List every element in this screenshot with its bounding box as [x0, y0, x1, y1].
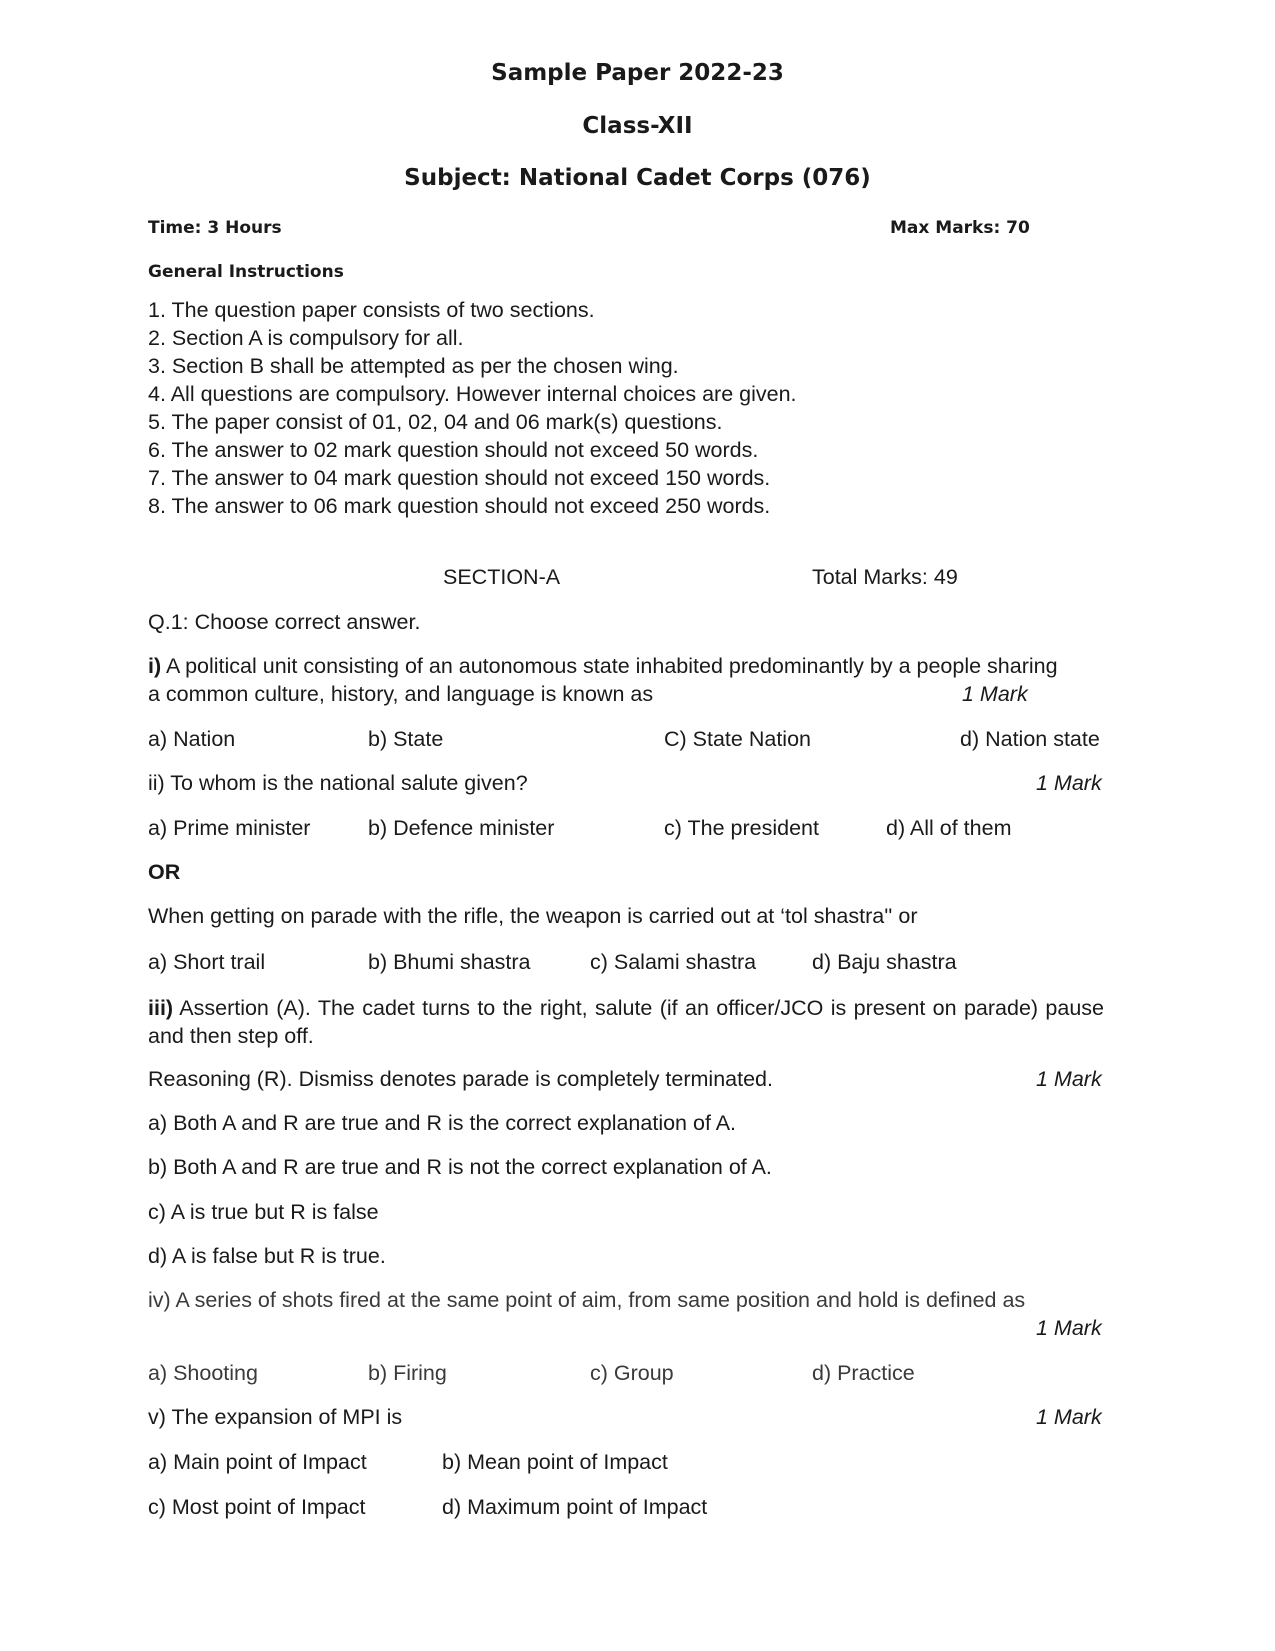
instruction-item: 4. All questions are compulsory. However internal choices are given.	[148, 382, 797, 406]
question-iv: iv) A series of shots fired at the same point of aim, from same position and hold is defined as	[148, 1288, 1026, 1312]
question-number: iii)	[148, 996, 174, 1020]
instruction-item: 5. The paper consist of 01, 02, 04 and 06 mark(s) questions.	[148, 410, 723, 434]
mark-label: 1 Mark	[1036, 771, 1102, 795]
instruction-item: 3. Section B shall be attempted as per the chosen wing.	[148, 354, 679, 378]
option: d) Maximum point of Impact	[442, 1495, 708, 1519]
option: c) Group	[590, 1361, 674, 1385]
question-prompt: Q.1: Choose correct answer.	[148, 610, 421, 634]
question-number: i)	[148, 654, 162, 678]
question-iii-reasoning: Reasoning (R). Dismiss denotes parade is completely terminated.	[148, 1067, 773, 1091]
subject-label: Subject: National Cadet Corps (076)	[404, 165, 871, 191]
instructions-heading: General Instructions	[148, 262, 344, 282]
option: c) Salami shastra	[590, 950, 757, 974]
question-i-line2: a common culture, history, and language is known as	[148, 682, 654, 706]
option: c) A is true but R is false	[148, 1200, 379, 1224]
max-marks-label: Max Marks: 70	[890, 218, 1030, 238]
time-label: Time: 3 Hours	[148, 218, 282, 238]
option: a) Both A and R are true and R is the correct explanation of A.	[148, 1111, 737, 1135]
mark-label: 1 Mark	[962, 682, 1028, 706]
instruction-item: 8. The answer to 06 mark question should not exceed 250 words.	[148, 494, 771, 518]
option: d) Practice	[812, 1361, 915, 1385]
option: b) Both A and R are true and R is not the correct explanation of A.	[148, 1155, 772, 1179]
mark-label: 1 Mark	[1036, 1067, 1102, 1091]
option: c) Most point of Impact	[148, 1495, 366, 1519]
option: a) Short trail	[148, 950, 266, 974]
option: d) Nation state	[960, 727, 1100, 751]
paper-title: Sample Paper 2022-23	[491, 60, 784, 86]
option: b) Firing	[368, 1361, 447, 1385]
instruction-item: 1. The question paper consists of two sections.	[148, 298, 595, 322]
question-ii-alternative: When getting on parade with the rifle, the weapon is carried out at ‘tol shastra'' or	[148, 904, 918, 928]
option: d) A is false but R is true.	[148, 1244, 386, 1268]
instruction-item: 7. The answer to 04 mark question should not exceed 150 words.	[148, 466, 771, 490]
question-v: v) The expansion of MPI is	[148, 1405, 403, 1429]
mark-label: 1 Mark	[1036, 1405, 1102, 1429]
section-total-marks: Total Marks: 49	[812, 565, 958, 589]
instruction-item: 2. Section A is compulsory for all.	[148, 326, 464, 350]
question-ii: ii) To whom is the national salute given?	[148, 771, 528, 795]
option: c) The president	[664, 816, 819, 840]
option: d) Baju shastra	[812, 950, 957, 974]
question-text: A political unit consisting of an autonomous state inhabited predominantly by a people sharing	[165, 654, 1058, 678]
or-label: OR	[148, 860, 181, 884]
section-title: SECTION-A	[443, 565, 561, 589]
class-label: Class-XII	[582, 113, 693, 139]
option: a) Main point of Impact	[148, 1450, 367, 1474]
option: a) Shooting	[148, 1361, 258, 1385]
instruction-item: 6. The answer to 02 mark question should not exceed 50 words.	[148, 438, 759, 462]
option: b) Mean point of Impact	[442, 1450, 668, 1474]
question-text: Assertion (A). The cadet turns to the right, salute (if an officer/JCO is present on parade) pause and then step off.	[148, 996, 1104, 1048]
question-i-line1	[148, 654, 1058, 679]
option: b) Defence minister	[368, 816, 555, 840]
option: C) State Nation	[664, 727, 811, 751]
option: a) Nation	[148, 727, 236, 751]
option: d) All of them	[886, 816, 1012, 840]
option: b) Bhumi shastra	[368, 950, 531, 974]
question-iii	[148, 994, 1104, 1050]
option: a) Prime minister	[148, 816, 311, 840]
mark-label: 1 Mark	[1036, 1316, 1102, 1340]
option: b) State	[368, 727, 444, 751]
